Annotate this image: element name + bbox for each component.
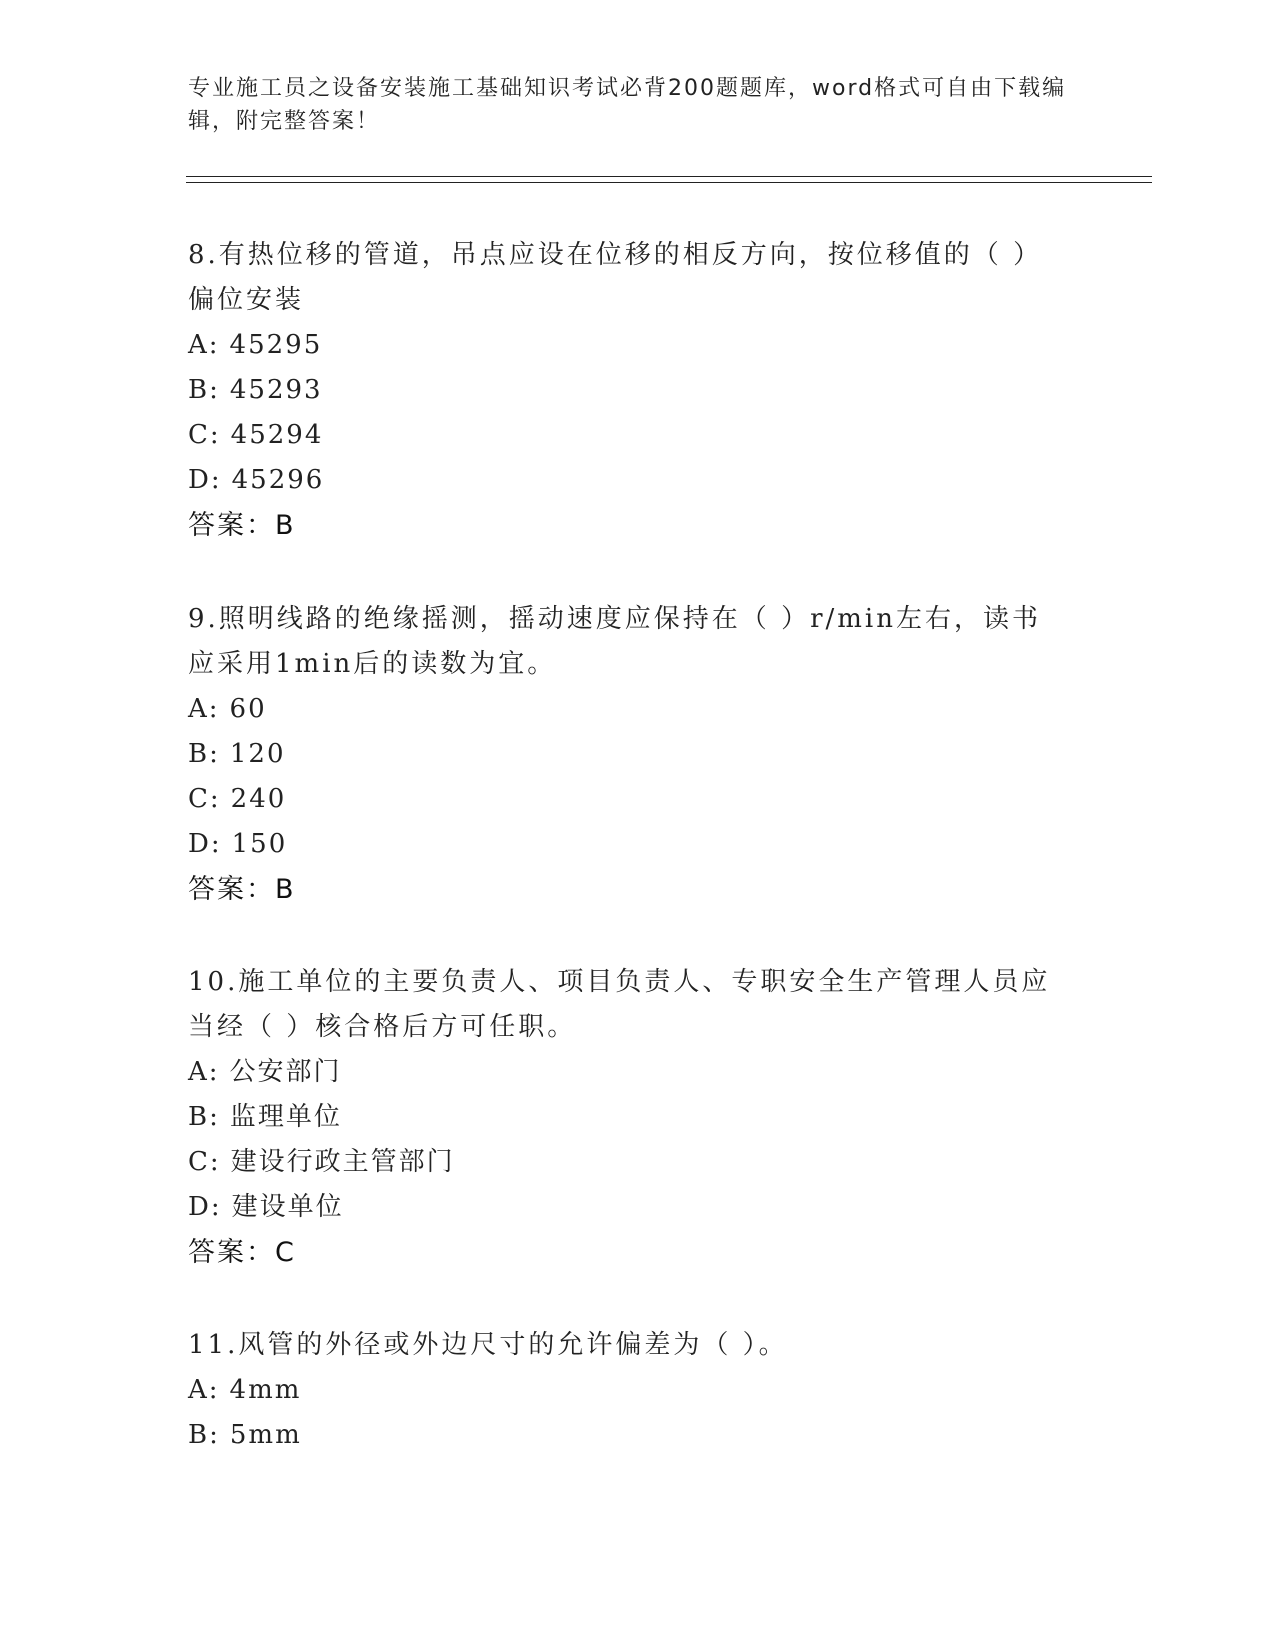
option-b xyxy=(188,1413,1088,1458)
question-stem: 10.施工单位的主要负责人、项目负责人、专职安全生产管理人员应当经（ ）核合格后方可任职。 xyxy=(188,967,1051,1042)
option-d xyxy=(188,458,1088,503)
answer: 答案：C xyxy=(188,1237,296,1268)
option-letter: B: xyxy=(188,1420,220,1450)
option-text: 监理单位 xyxy=(229,1102,342,1132)
question-stem: 8.有热位移的管道，吊点应设在位移的相反方向，按位移值的（ ）偏位安装 xyxy=(188,240,1043,315)
option-letter: C: xyxy=(188,420,221,450)
option-letter: A: xyxy=(188,330,220,360)
question-11 xyxy=(188,1323,1088,1458)
answer: 答案：B xyxy=(188,510,296,541)
question-9 xyxy=(188,597,1088,913)
option-text: 240 xyxy=(230,784,287,814)
question-stem: 11.风管的外径或外边尺寸的允许偏差为（ ）。 xyxy=(188,1330,788,1360)
question-10 xyxy=(188,960,1088,1276)
option-letter: A: xyxy=(188,1375,220,1405)
option-text: 45293 xyxy=(229,375,323,405)
option-text: 45294 xyxy=(230,420,324,450)
option-letter: C: xyxy=(188,1147,221,1177)
option-b xyxy=(188,368,1088,413)
option-letter: B: xyxy=(188,739,220,769)
option-text: 150 xyxy=(231,829,288,859)
option-a xyxy=(188,687,1088,732)
option-letter: D: xyxy=(188,465,222,495)
option-letter: D: xyxy=(188,1192,222,1222)
option-letter: A: xyxy=(188,1057,220,1087)
option-d xyxy=(188,822,1088,867)
option-b xyxy=(188,1095,1088,1140)
option-letter: B: xyxy=(188,375,220,405)
option-text: 建设行政主管部门 xyxy=(230,1147,455,1177)
option-letter: B: xyxy=(188,1102,220,1132)
header-rule-top xyxy=(186,176,1152,177)
option-a xyxy=(188,1368,1088,1413)
option-text: 公安部门 xyxy=(229,1057,342,1087)
document-header: 专业施工员之设备安装施工基础知识考试必背200题题库，word格式可自由下载编辑，附完整答案！ xyxy=(188,76,1067,134)
option-text: 60 xyxy=(229,694,267,724)
option-c xyxy=(188,413,1088,458)
option-b xyxy=(188,732,1088,777)
option-d xyxy=(188,1185,1088,1230)
option-text: 45295 xyxy=(229,330,323,360)
option-letter: C: xyxy=(188,784,221,814)
header-rule-bottom xyxy=(186,182,1152,183)
question-8 xyxy=(188,233,1088,549)
option-c xyxy=(188,777,1088,822)
option-letter: D: xyxy=(188,829,222,859)
option-a xyxy=(188,323,1088,368)
option-text: 5mm xyxy=(229,1420,302,1450)
option-text: 45296 xyxy=(231,465,325,495)
option-a xyxy=(188,1050,1088,1095)
option-letter: A: xyxy=(188,694,220,724)
answer: 答案：B xyxy=(188,874,296,905)
option-text: 建设单位 xyxy=(231,1192,344,1222)
question-stem: 9.照明线路的绝缘摇测，摇动速度应保持在（ ）r/min左右，读书应采用1min后的读数为宜。 xyxy=(188,604,1041,679)
option-text: 4mm xyxy=(229,1375,302,1405)
option-text: 120 xyxy=(229,739,286,769)
option-c xyxy=(188,1140,1088,1185)
